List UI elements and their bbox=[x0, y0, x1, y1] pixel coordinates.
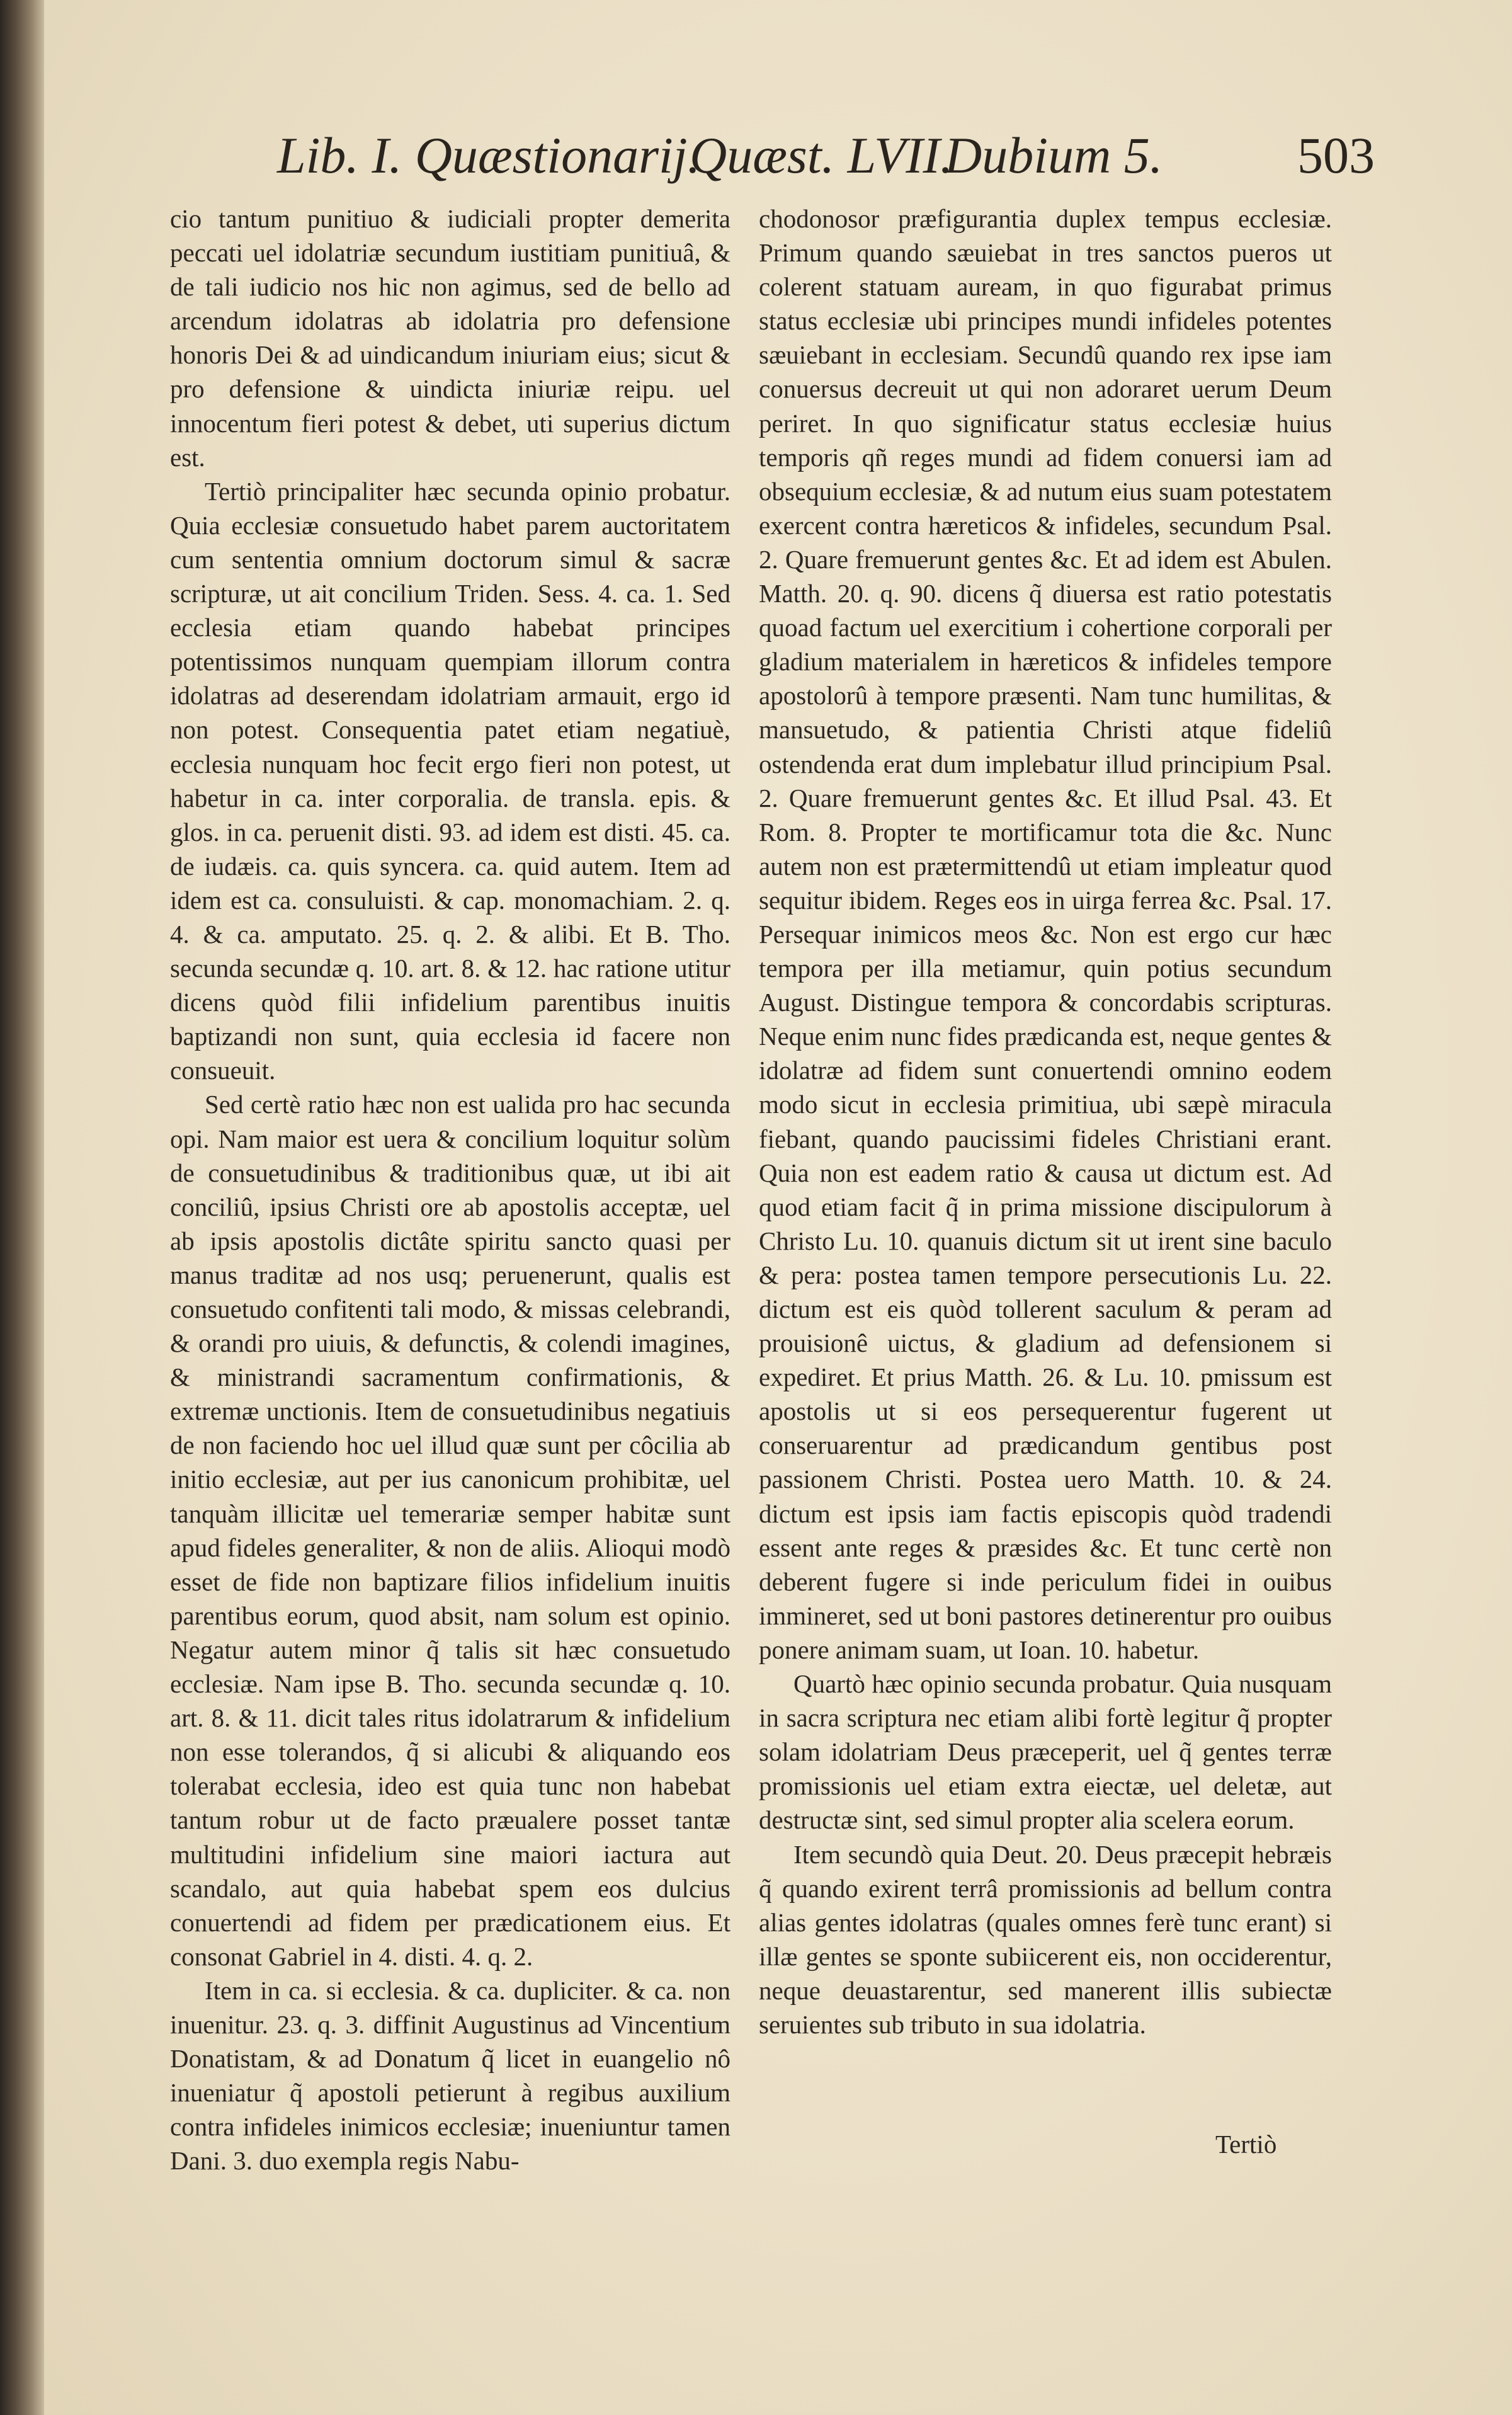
book-gutter bbox=[0, 0, 44, 2415]
running-header bbox=[227, 126, 1373, 195]
right-paragraph-2: Quartò hæc opinio secunda probatur. Quia nusquam in sacra scriptura nec etiam alibi fortè legitur q̃ propter solam idolatriam Deus præceperit, uel q̃ gentes terræ promissionis uel etiam extra eiectæ, uel deletæ, aut destructæ sint, sed simul propter alia scelera eorum. bbox=[759, 1669, 1332, 1835]
left-paragraph-3: Sed certè ratio hæc non est ualida pro hac secunda opi. Nam maior est uera & concilium loquitur solùm de consuetudinibus & traditionibus quæ, ut ibi ait conciliû, ipsius Christi ore ab apostolis acceptæ, uel ab ipsis apostolis dictâte spiritu sancto quasi per manus traditæ ad nos usq; peruenerunt, qualis est consuetudo confitenti tali modo, & missas celebrandi, & orandi pro uiuis, & defunctis, & colendi imagines, & ministrandi sacramentum confirmationis, & extremæ unctionis. Item de consuetudinibus negatiuis de non faciendo hoc uel illud quæ sunt per côcilia ab initio ecclesiæ, aut per ius canonicum prohibitæ, uel tanquàm illicitæ uel temerariæ semper habitæ sunt apud fideles generaliter, & non de aliis. Alioqui modò esset de fide non baptizare filios infidelium inuitis parentibus eorum, quod absit, nam solum est opinio. Negatur autem minor q̃ talis sit hæc consuetudo ecclesiæ. Nam ipse B. Tho. secunda secundæ q. 10. art. 8. & 11. dicit tales ritus idolatrarum & infidelium non esse tolerandos, q̃ si alicubi & aliquando eos tolerabat ecclesia, ideo est quia tunc non habebat tantum robur ut de facto præualere posset tantæ multitudini infidelium sine maiori iactura aut scandalo, aut quia habebat spem eos dulcius conuertendi ad fidem per prædicationem eius. Et consonat Gabriel in 4. disti. 4. q. 2. bbox=[170, 1090, 730, 1971]
book-page bbox=[44, 0, 1512, 2415]
right-paragraph-1: chodonosor præfigurantia duplex tempus ecclesiæ. Primum quando sæuiebat in tres sanctos pueros ut colerent statuam auream, in quo figurabat primus status ecclesiæ ubi principes mundi infideles potentes sæuiebant in ecclesiam. Secundû quando rex ipse iam conuersus decreuit ut qui non adoraret uerum Deum periret. In quo significatur status ecclesiæ huius temporis qñ reges mundi ad fidem conuersi iam ad obsequium ecclesiæ, & ad nutum eius suam potestatem exercent contra hæreticos & infideles, secundum Psal. 2. Quare fremuerunt gentes &c. Et ad idem est Abulen. Matth. 20. q. 90. dicens q̃ diuersa est ratio potestatis quoad factum uel exercitium i cohertione corporali per gladium materialem in hæreticos & infideles tempore apostolorû à tempore præsenti. Nam tunc humilitas, & mansuetudo, & patientia Christi atque fideliû ostendenda erat dum implebatur illud principium Psal. 2. Quare fremuerunt gentes &c. Et illud Psal. 43. Et Rom. 8. Propter te mortificamur tota die &c. Nunc autem non est prætermittendû ut etiam impleatur quod sequitur ibidem. Reges eos in uirga ferrea &c. Psal. 17. Persequar inimicos meos &c. Non est ergo cur hæc tempora per illa metiamur, quin potius secundum August. Distingue tempora & concordabis scripturas. Neque enim nunc fides prædicanda est, neque gentes & idolatræ ad fidem sunt conuertendi omnino eodem modo sicut in ecclesia primitiua, ubi sæpè miracula fiebant, quando paucissimi fideles Christiani erant. Quia non est eadem ratio & causa ut dictum est. Ad quod etiam facit q̃ in prima missione discipulorum à Christo Lu. 10. quanuis dictum sit ut irent sine baculo & pera: postea tamen tempore persecutionis Lu. 22. dictum est eis quòd tollerent saculum & peram ad prouisionê uictus, & gladium ad defensionem si expediret. Et prius Matth. 26. & Lu. 10. pmissum est apostolis ut si eos persequerentur fugerent ut conseruarentur ad prædicandum gentibus post passionem Christi. Postea uero Matth. 10. & 24. dictum est ipsis iam factis episcopis quòd tradendi essent ante reges & præsides &c. Et tunc certè non deberent fugere si inde periculum fidei in ouibus immineret, sed ut boni pastores detinerentur pro ouibus ponere animam suam, ut Ioan. 10. habetur. bbox=[759, 204, 1332, 1664]
left-column bbox=[170, 202, 730, 2178]
catchword: Tertiò bbox=[1215, 2130, 1277, 2159]
page-number: 503 bbox=[1297, 127, 1375, 184]
right-paragraph-3: Item secundò quia Deut. 20. Deus præcepit hebræis q̃ quando exirent terrâ promissionis ad bellum contra alias gentes idolatras (quales omnes ferè tunc erant) si illæ gentes se sponte subiicerent eis, non occiderentur, neque deuastarentur, sed manerent illis subiectæ seruientes sub tributo in sua idolatria. bbox=[759, 1839, 1332, 2039]
header-dubium: Dubium 5. bbox=[945, 127, 1163, 184]
left-paragraph-1: cio tantum punitiuo & iudiciali propter demerita peccati uel idolatriæ secundum iustitiam punitiuâ, & de tali iudicio nos hic non agimus, sed de bello ad arcendum idolatras ab idolatria pro defensione honoris Dei & ad uindicandum iniuriam eius; sicut & pro defensione & uindicta iniuriæ reipu. uel innocentum fieri potest & debet, uti superius dictum est. bbox=[170, 204, 730, 472]
left-paragraph-4: Item in ca. si ecclesia. & ca. dupliciter. & ca. non inuenitur. 23. q. 3. diffinit Augustinus ad Vincentium Donatistam, & ad Donatum q̃ licet in euangelio nô inueniatur q̃ apostoli petierunt à regibus auxilium contra infideles inimicos ecclesiæ; inueniuntur tamen Dani. 3. duo exempla regis Nabu- bbox=[170, 1975, 730, 2176]
header-question: Quæst. LVII. bbox=[690, 127, 953, 184]
right-column bbox=[759, 202, 1332, 2041]
header-book-title: Lib. I. Quæstionarij. bbox=[277, 127, 701, 184]
left-paragraph-2: Tertiò principaliter hæc secunda opinio probatur. Quia ecclesiæ consuetudo habet parem auctoritatem cum sententia omnium doctorum simul & sacræ scripturæ, ut ait concilium Triden. Sess. 4. ca. 1. Sed ecclesia etiam quando habebat principes potentissimos nunquam quempiam illorum contra idolatras ad deserendam idolatriam armauit, ergo id non potest. Consequentia patet etiam negatiuè, ecclesia nunquam hoc fecit ergo fieri non potest, ut habetur in ca. inter corporalia. de transla. epis. & glos. in ca. peruenit disti. 93. ad idem est disti. 45. ca. de iudæis. ca. quis syncera. ca. quid autem. Item ad idem est ca. consuluisti. & cap. monomachiam. 2. q. 4. & ca. amputato. 25. q. 2. & alibi. Et B. Tho. secunda secundæ q. 10. art. 8. & 12. hac ratione utitur dicens quòd filii infidelium parentibus inuitis baptizandi non sunt, quia ecclesia id facere non consueuit. bbox=[170, 476, 730, 1085]
